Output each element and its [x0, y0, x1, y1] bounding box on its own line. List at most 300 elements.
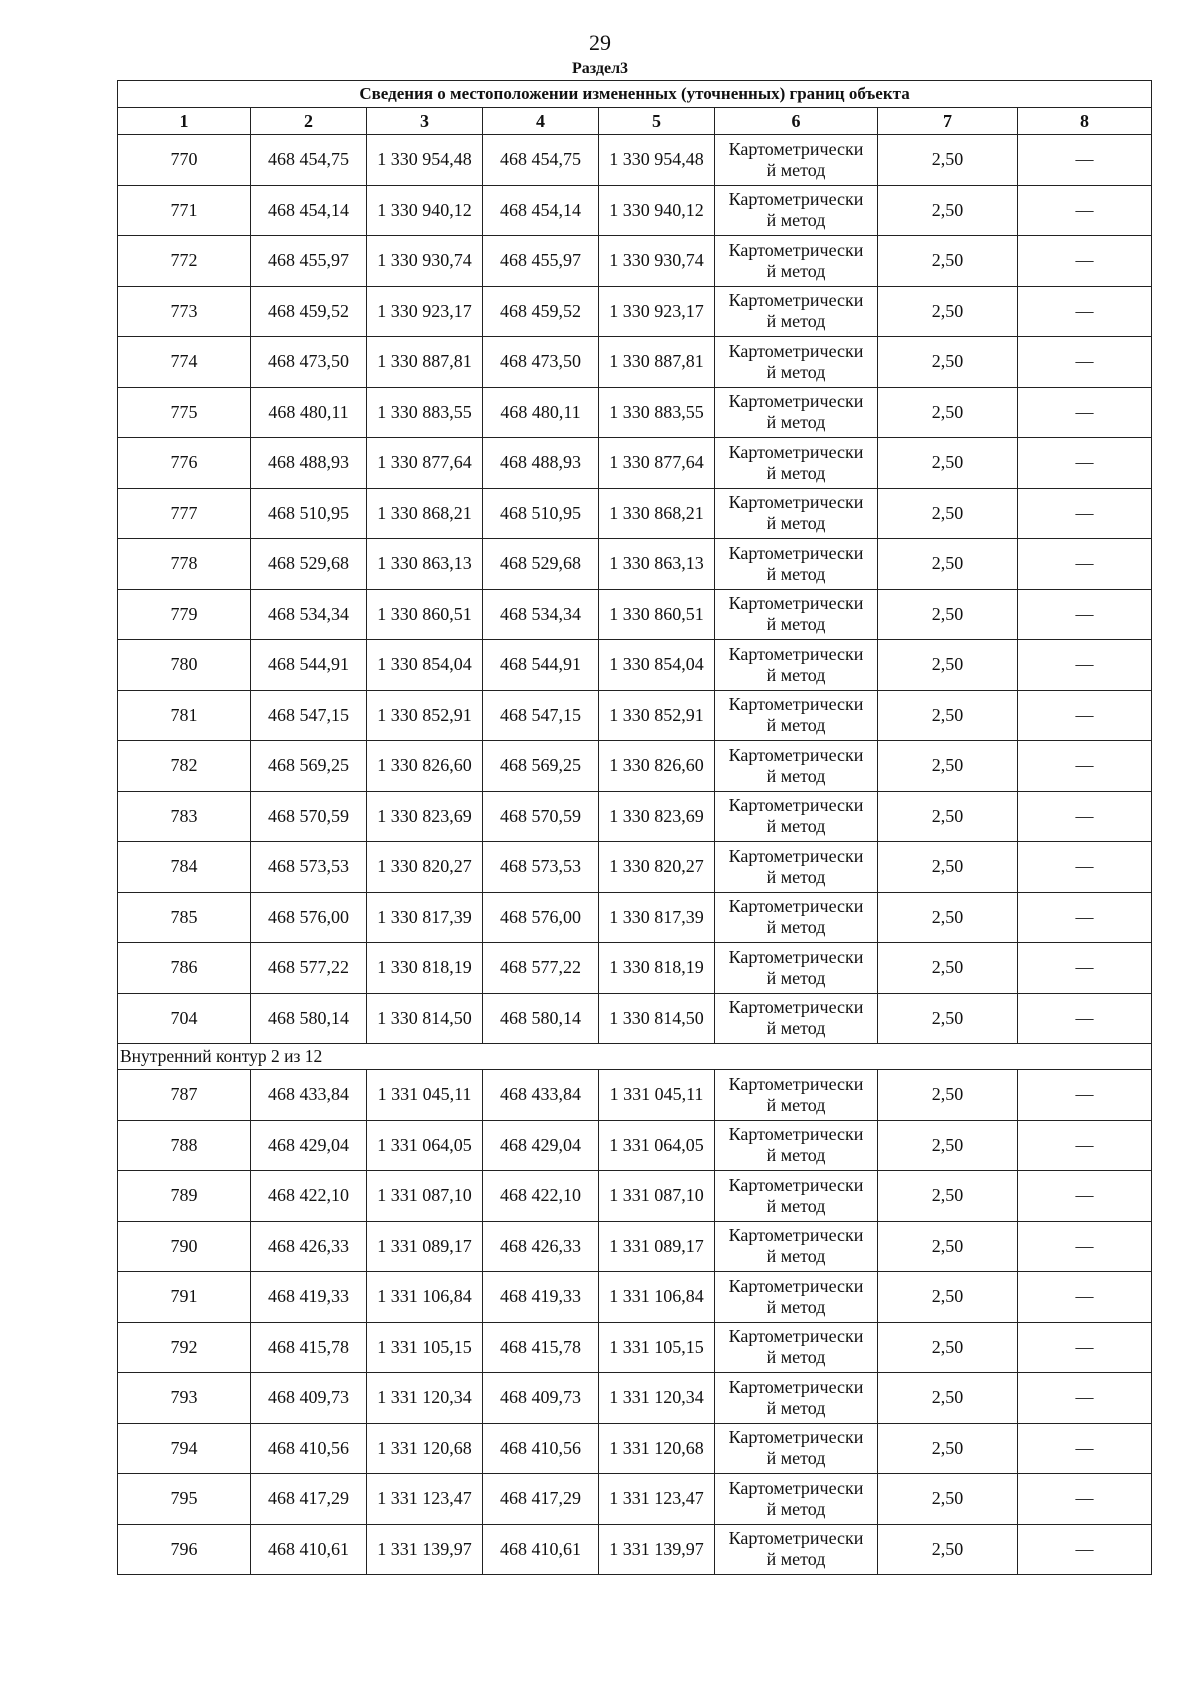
- y-old-cell: 1 330 814,50: [367, 993, 483, 1044]
- y-new-cell: 1 330 887,81: [599, 337, 715, 388]
- x-old-cell: 468 454,14: [251, 185, 367, 236]
- accuracy-cell: 2,50: [878, 539, 1018, 590]
- y-new-cell: 1 330 883,55: [599, 387, 715, 438]
- method-line-1: Картометрически: [728, 1174, 864, 1195]
- method-line-1: Картометрически: [728, 1477, 864, 1498]
- x-old-cell: 468 410,56: [251, 1423, 367, 1474]
- table-row: [118, 1474, 1152, 1525]
- method-line-1: Картометрически: [728, 593, 864, 614]
- method-cell: [715, 185, 878, 236]
- y-old-cell: 1 330 823,69: [367, 791, 483, 842]
- method-cell: [715, 892, 878, 943]
- table-row: [118, 488, 1152, 539]
- note-cell: —: [1018, 1322, 1152, 1373]
- y-new-cell: 1 331 045,11: [599, 1070, 715, 1121]
- method-line-2: й метод: [766, 210, 826, 231]
- method-cell: [715, 690, 878, 741]
- method-cell: [715, 1070, 878, 1121]
- y-new-cell: 1 331 120,68: [599, 1423, 715, 1474]
- point-number-cell: 789: [118, 1171, 251, 1222]
- column-header: 7: [878, 108, 1018, 135]
- x-new-cell: 468 410,61: [483, 1524, 599, 1575]
- y-old-cell: 1 330 940,12: [367, 185, 483, 236]
- accuracy-cell: 2,50: [878, 337, 1018, 388]
- table-row: [118, 1221, 1152, 1272]
- y-old-cell: 1 330 826,60: [367, 741, 483, 792]
- note-cell: —: [1018, 1524, 1152, 1575]
- method-cell: [715, 640, 878, 691]
- method-line-2: й метод: [766, 311, 826, 332]
- accuracy-cell: 2,50: [878, 387, 1018, 438]
- x-old-cell: 468 576,00: [251, 892, 367, 943]
- method-line-1: Картометрически: [728, 340, 864, 361]
- method-cell: [715, 1524, 878, 1575]
- note-cell: —: [1018, 286, 1152, 337]
- method-line-1: Картометрически: [728, 643, 864, 664]
- x-old-cell: 468 429,04: [251, 1120, 367, 1171]
- accuracy-cell: 2,50: [878, 185, 1018, 236]
- y-new-cell: 1 330 863,13: [599, 539, 715, 590]
- y-old-cell: 1 330 854,04: [367, 640, 483, 691]
- y-new-cell: 1 330 954,48: [599, 135, 715, 186]
- x-new-cell: 468 415,78: [483, 1322, 599, 1373]
- method-line-1: Картометрически: [728, 845, 864, 866]
- accuracy-cell: 2,50: [878, 1221, 1018, 1272]
- y-new-cell: 1 331 139,97: [599, 1524, 715, 1575]
- table-row: [118, 1373, 1152, 1424]
- y-old-cell: 1 331 106,84: [367, 1272, 483, 1323]
- point-number-cell: 774: [118, 337, 251, 388]
- point-number-cell: 795: [118, 1474, 251, 1525]
- method-line-1: Картометрически: [728, 694, 864, 715]
- method-cell: [715, 1221, 878, 1272]
- method-line-1: Картометрически: [728, 946, 864, 967]
- method-cell: [715, 488, 878, 539]
- note-cell: —: [1018, 589, 1152, 640]
- y-new-cell: 1 330 818,19: [599, 943, 715, 994]
- method-line-2: й метод: [766, 462, 826, 483]
- y-old-cell: 1 331 120,34: [367, 1373, 483, 1424]
- note-cell: —: [1018, 337, 1152, 388]
- note-cell: —: [1018, 387, 1152, 438]
- note-cell: —: [1018, 1272, 1152, 1323]
- x-old-cell: 468 573,53: [251, 842, 367, 893]
- point-number-cell: 787: [118, 1070, 251, 1121]
- point-number-cell: 782: [118, 741, 251, 792]
- point-number-cell: 773: [118, 286, 251, 337]
- method-line-2: й метод: [766, 1246, 826, 1267]
- table-row: [118, 286, 1152, 337]
- method-line-1: Картометрически: [728, 1528, 864, 1549]
- method-line-1: Картометрически: [728, 1225, 864, 1246]
- method-line-1: Картометрически: [728, 1427, 864, 1448]
- x-new-cell: 468 510,95: [483, 488, 599, 539]
- note-cell: —: [1018, 741, 1152, 792]
- method-line-1: Картометрически: [728, 239, 864, 260]
- x-new-cell: 468 534,34: [483, 589, 599, 640]
- table-row: [118, 1423, 1152, 1474]
- accuracy-cell: 2,50: [878, 842, 1018, 893]
- method-cell: [715, 1171, 878, 1222]
- y-old-cell: 1 330 883,55: [367, 387, 483, 438]
- x-old-cell: 468 419,33: [251, 1272, 367, 1323]
- method-line-1: Картометрически: [728, 1326, 864, 1347]
- note-cell: —: [1018, 236, 1152, 287]
- table-body: [118, 135, 1152, 1575]
- point-number-cell: 770: [118, 135, 251, 186]
- accuracy-cell: 2,50: [878, 236, 1018, 287]
- method-line-2: й метод: [766, 765, 826, 786]
- accuracy-cell: 2,50: [878, 1272, 1018, 1323]
- method-line-1: Картометрически: [728, 1073, 864, 1094]
- y-new-cell: 1 330 940,12: [599, 185, 715, 236]
- x-old-cell: 468 580,14: [251, 993, 367, 1044]
- method-line-2: й метод: [766, 159, 826, 180]
- x-new-cell: 468 480,11: [483, 387, 599, 438]
- method-line-2: й метод: [766, 412, 826, 433]
- x-old-cell: 468 480,11: [251, 387, 367, 438]
- x-old-cell: 468 547,15: [251, 690, 367, 741]
- y-old-cell: 1 330 887,81: [367, 337, 483, 388]
- method-line-2: й метод: [766, 563, 826, 584]
- x-new-cell: 468 426,33: [483, 1221, 599, 1272]
- x-new-cell: 468 433,84: [483, 1070, 599, 1121]
- method-line-1: Картометрически: [728, 542, 864, 563]
- point-number-cell: 781: [118, 690, 251, 741]
- point-number-cell: 783: [118, 791, 251, 842]
- x-new-cell: 468 454,14: [483, 185, 599, 236]
- method-cell: [715, 438, 878, 489]
- method-cell: [715, 1423, 878, 1474]
- x-old-cell: 468 415,78: [251, 1322, 367, 1373]
- point-number-cell: 777: [118, 488, 251, 539]
- point-number-cell: 785: [118, 892, 251, 943]
- column-header: 4: [483, 108, 599, 135]
- method-line-1: Картометрически: [728, 1275, 864, 1296]
- column-header: 8: [1018, 108, 1152, 135]
- method-cell: [715, 842, 878, 893]
- x-new-cell: 468 577,22: [483, 943, 599, 994]
- table-row: [118, 589, 1152, 640]
- method-line-2: й метод: [766, 1498, 826, 1519]
- y-new-cell: 1 330 817,39: [599, 892, 715, 943]
- y-new-cell: 1 331 120,34: [599, 1373, 715, 1424]
- y-new-cell: 1 331 089,17: [599, 1221, 715, 1272]
- method-cell: [715, 993, 878, 1044]
- method-line-2: й метод: [766, 715, 826, 736]
- method-line-1: Картометрически: [728, 896, 864, 917]
- table-row: [118, 842, 1152, 893]
- method-line-1: Картометрически: [728, 138, 864, 159]
- y-old-cell: 1 331 045,11: [367, 1070, 483, 1121]
- y-new-cell: 1 330 860,51: [599, 589, 715, 640]
- accuracy-cell: 2,50: [878, 640, 1018, 691]
- method-line-1: Картометрически: [728, 795, 864, 816]
- point-number-cell: 793: [118, 1373, 251, 1424]
- table-row: [118, 943, 1152, 994]
- note-cell: —: [1018, 842, 1152, 893]
- method-line-2: й метод: [766, 260, 826, 281]
- x-new-cell: 468 459,52: [483, 286, 599, 337]
- y-old-cell: 1 330 818,19: [367, 943, 483, 994]
- method-line-2: й метод: [766, 1195, 826, 1216]
- point-number-cell: 778: [118, 539, 251, 590]
- method-cell: [715, 1120, 878, 1171]
- method-line-2: й метод: [766, 513, 826, 534]
- point-number-cell: 780: [118, 640, 251, 691]
- y-old-cell: 1 330 877,64: [367, 438, 483, 489]
- point-number-cell: 771: [118, 185, 251, 236]
- method-cell: [715, 741, 878, 792]
- note-cell: —: [1018, 892, 1152, 943]
- x-old-cell: 468 433,84: [251, 1070, 367, 1121]
- page-number: 29: [589, 30, 611, 55]
- method-cell: [715, 286, 878, 337]
- y-old-cell: 1 330 820,27: [367, 842, 483, 893]
- point-number-cell: 786: [118, 943, 251, 994]
- method-cell: [715, 135, 878, 186]
- method-cell: [715, 1373, 878, 1424]
- x-new-cell: 468 529,68: [483, 539, 599, 590]
- accuracy-cell: 2,50: [878, 1423, 1018, 1474]
- point-number-cell: 779: [118, 589, 251, 640]
- y-new-cell: 1 330 868,21: [599, 488, 715, 539]
- note-cell: —: [1018, 690, 1152, 741]
- note-cell: —: [1018, 185, 1152, 236]
- x-new-cell: 468 455,97: [483, 236, 599, 287]
- x-old-cell: 468 426,33: [251, 1221, 367, 1272]
- method-line-2: й метод: [766, 1448, 826, 1469]
- y-old-cell: 1 330 868,21: [367, 488, 483, 539]
- y-old-cell: 1 331 064,05: [367, 1120, 483, 1171]
- y-old-cell: 1 331 123,47: [367, 1474, 483, 1525]
- table-row: [118, 539, 1152, 590]
- note-cell: —: [1018, 1070, 1152, 1121]
- y-old-cell: 1 331 087,10: [367, 1171, 483, 1222]
- table-row: [118, 236, 1152, 287]
- x-old-cell: 468 409,73: [251, 1373, 367, 1424]
- point-number-cell: 704: [118, 993, 251, 1044]
- x-old-cell: 468 544,91: [251, 640, 367, 691]
- method-line-1: Картометрически: [728, 391, 864, 412]
- table-row: [118, 640, 1152, 691]
- x-new-cell: 468 570,59: [483, 791, 599, 842]
- accuracy-cell: 2,50: [878, 1322, 1018, 1373]
- note-cell: —: [1018, 1373, 1152, 1424]
- note-cell: —: [1018, 993, 1152, 1044]
- accuracy-cell: 2,50: [878, 892, 1018, 943]
- y-new-cell: 1 330 923,17: [599, 286, 715, 337]
- table-row: [118, 1171, 1152, 1222]
- point-number-cell: 772: [118, 236, 251, 287]
- x-new-cell: 468 410,56: [483, 1423, 599, 1474]
- x-old-cell: 468 510,95: [251, 488, 367, 539]
- note-cell: —: [1018, 1221, 1152, 1272]
- method-line-1: Картометрически: [728, 189, 864, 210]
- y-old-cell: 1 331 105,15: [367, 1322, 483, 1373]
- point-number-cell: 791: [118, 1272, 251, 1323]
- note-cell: —: [1018, 488, 1152, 539]
- method-cell: [715, 337, 878, 388]
- y-new-cell: 1 331 106,84: [599, 1272, 715, 1323]
- accuracy-cell: 2,50: [878, 1171, 1018, 1222]
- method-line-1: Картометрически: [728, 997, 864, 1018]
- accuracy-cell: 2,50: [878, 1120, 1018, 1171]
- method-line-2: й метод: [766, 1018, 826, 1039]
- method-line-1: Картометрически: [728, 441, 864, 462]
- accuracy-cell: 2,50: [878, 690, 1018, 741]
- y-old-cell: 1 330 923,17: [367, 286, 483, 337]
- table-row: [118, 1322, 1152, 1373]
- method-line-1: Картометрически: [728, 492, 864, 513]
- x-old-cell: 468 459,52: [251, 286, 367, 337]
- x-new-cell: 468 417,29: [483, 1474, 599, 1525]
- method-cell: [715, 1322, 878, 1373]
- method-line-2: й метод: [766, 614, 826, 635]
- y-new-cell: 1 330 814,50: [599, 993, 715, 1044]
- table-row: [118, 1272, 1152, 1323]
- x-new-cell: 468 544,91: [483, 640, 599, 691]
- table-row: [118, 993, 1152, 1044]
- table-row: [118, 892, 1152, 943]
- accuracy-cell: 2,50: [878, 1474, 1018, 1525]
- method-line-2: й метод: [766, 664, 826, 685]
- column-header: 1: [118, 108, 251, 135]
- table-row: [118, 387, 1152, 438]
- table-row: [118, 185, 1152, 236]
- accuracy-cell: 2,50: [878, 993, 1018, 1044]
- accuracy-cell: 2,50: [878, 1070, 1018, 1121]
- column-header: 2: [251, 108, 367, 135]
- method-line-1: Картометрически: [728, 1376, 864, 1397]
- y-new-cell: 1 330 820,27: [599, 842, 715, 893]
- x-old-cell: 468 422,10: [251, 1171, 367, 1222]
- table-row: [118, 1524, 1152, 1575]
- method-cell: [715, 236, 878, 287]
- accuracy-cell: 2,50: [878, 286, 1018, 337]
- method-line-2: й метод: [766, 1347, 826, 1368]
- x-new-cell: 468 547,15: [483, 690, 599, 741]
- table-row: [118, 1070, 1152, 1121]
- x-old-cell: 468 473,50: [251, 337, 367, 388]
- contour-label-row: [118, 1044, 1152, 1070]
- method-line-2: й метод: [766, 1397, 826, 1418]
- x-new-cell: 468 422,10: [483, 1171, 599, 1222]
- method-line-1: Картометрически: [728, 744, 864, 765]
- note-cell: —: [1018, 1474, 1152, 1525]
- y-new-cell: 1 331 087,10: [599, 1171, 715, 1222]
- accuracy-cell: 2,50: [878, 1524, 1018, 1575]
- y-new-cell: 1 331 123,47: [599, 1474, 715, 1525]
- table-row: [118, 337, 1152, 388]
- note-cell: —: [1018, 791, 1152, 842]
- method-line-2: й метод: [766, 1094, 826, 1115]
- point-number-cell: 788: [118, 1120, 251, 1171]
- method-cell: [715, 1474, 878, 1525]
- x-old-cell: 468 569,25: [251, 741, 367, 792]
- column-header-row: [118, 108, 1152, 135]
- note-cell: —: [1018, 943, 1152, 994]
- table-row: [118, 135, 1152, 186]
- y-new-cell: 1 331 064,05: [599, 1120, 715, 1171]
- x-new-cell: 468 429,04: [483, 1120, 599, 1171]
- x-old-cell: 468 577,22: [251, 943, 367, 994]
- y-old-cell: 1 331 089,17: [367, 1221, 483, 1272]
- method-cell: [715, 589, 878, 640]
- note-cell: —: [1018, 1171, 1152, 1222]
- x-old-cell: 468 529,68: [251, 539, 367, 590]
- section-title: Раздел3: [571, 60, 629, 77]
- accuracy-cell: 2,50: [878, 135, 1018, 186]
- point-number-cell: 775: [118, 387, 251, 438]
- accuracy-cell: 2,50: [878, 943, 1018, 994]
- note-cell: —: [1018, 135, 1152, 186]
- y-old-cell: 1 330 863,13: [367, 539, 483, 590]
- point-number-cell: 784: [118, 842, 251, 893]
- y-old-cell: 1 330 817,39: [367, 892, 483, 943]
- table-caption: Сведения о местоположении измененных (уточненных) границ объекта: [118, 81, 1152, 108]
- method-line-2: й метод: [766, 361, 826, 382]
- x-new-cell: 468 419,33: [483, 1272, 599, 1323]
- x-new-cell: 468 576,00: [483, 892, 599, 943]
- y-new-cell: 1 330 930,74: [599, 236, 715, 287]
- contour-label: Внутренний контур 2 из 12: [118, 1044, 1152, 1070]
- x-old-cell: 468 534,34: [251, 589, 367, 640]
- x-new-cell: 468 473,50: [483, 337, 599, 388]
- note-cell: —: [1018, 1423, 1152, 1474]
- method-line-2: й метод: [766, 1549, 826, 1570]
- accuracy-cell: 2,50: [878, 741, 1018, 792]
- column-header: 6: [715, 108, 878, 135]
- method-line-2: й метод: [766, 917, 826, 938]
- note-cell: —: [1018, 640, 1152, 691]
- method-line-1: Картометрически: [728, 1124, 864, 1145]
- method-cell: [715, 539, 878, 590]
- method-cell: [715, 943, 878, 994]
- x-new-cell: 468 573,53: [483, 842, 599, 893]
- y-new-cell: 1 330 854,04: [599, 640, 715, 691]
- note-cell: —: [1018, 539, 1152, 590]
- method-cell: [715, 387, 878, 438]
- column-header: 5: [599, 108, 715, 135]
- x-old-cell: 468 455,97: [251, 236, 367, 287]
- table-row: [118, 438, 1152, 489]
- accuracy-cell: 2,50: [878, 1373, 1018, 1424]
- method-line-1: Картометрически: [728, 290, 864, 311]
- x-new-cell: 468 569,25: [483, 741, 599, 792]
- method-line-2: й метод: [766, 866, 826, 887]
- y-old-cell: 1 331 120,68: [367, 1423, 483, 1474]
- method-line-2: й метод: [766, 967, 826, 988]
- note-cell: —: [1018, 438, 1152, 489]
- x-old-cell: 468 454,75: [251, 135, 367, 186]
- accuracy-cell: 2,50: [878, 488, 1018, 539]
- column-header: 3: [367, 108, 483, 135]
- y-old-cell: 1 330 852,91: [367, 690, 483, 741]
- y-old-cell: 1 330 930,74: [367, 236, 483, 287]
- x-new-cell: 468 488,93: [483, 438, 599, 489]
- y-new-cell: 1 330 823,69: [599, 791, 715, 842]
- x-old-cell: 468 417,29: [251, 1474, 367, 1525]
- method-line-2: й метод: [766, 816, 826, 837]
- x-new-cell: 468 454,75: [483, 135, 599, 186]
- x-old-cell: 468 410,61: [251, 1524, 367, 1575]
- note-cell: —: [1018, 1120, 1152, 1171]
- y-new-cell: 1 330 826,60: [599, 741, 715, 792]
- table-row: [118, 791, 1152, 842]
- x-old-cell: 468 488,93: [251, 438, 367, 489]
- table-row: [118, 690, 1152, 741]
